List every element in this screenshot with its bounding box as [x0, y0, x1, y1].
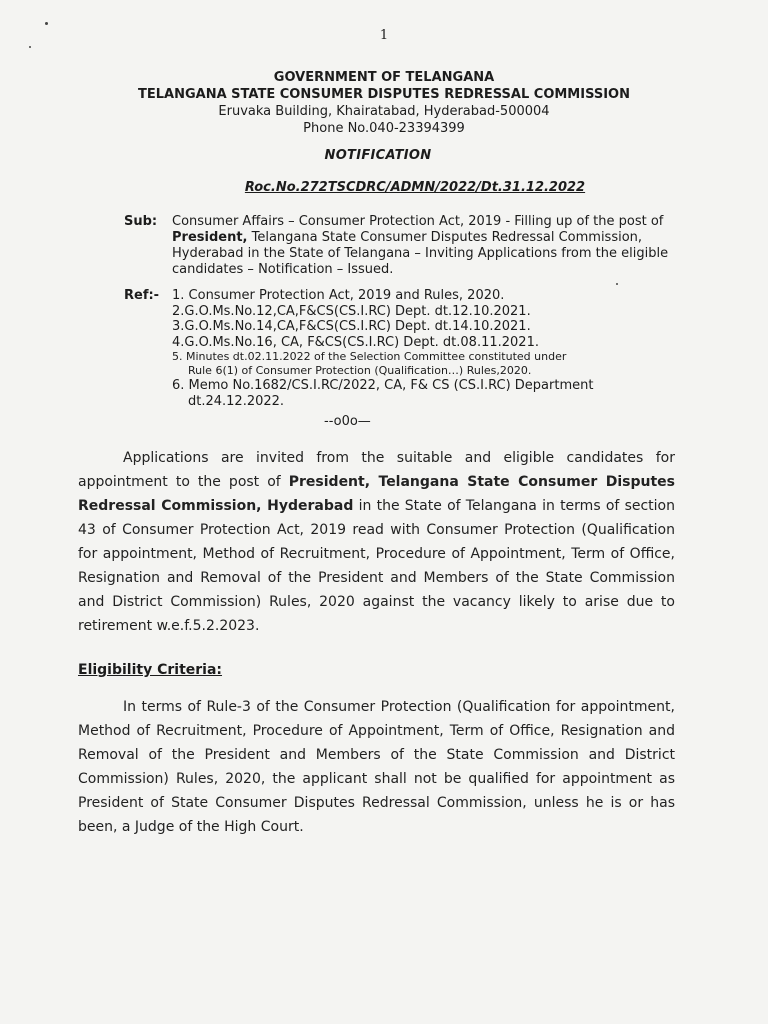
- scan-speck: [616, 283, 618, 285]
- subject-block: [124, 214, 684, 278]
- page-number: 1: [379, 28, 389, 43]
- subject-text: [172, 214, 684, 278]
- scan-speck: [29, 46, 31, 48]
- subject-label: Sub:: [124, 214, 158, 229]
- paragraph-text: in the State of Telangana in terms of section 43 of Consumer Protection Act, 2019 read with Consumer Protection (Qualification for appointment, Method of Recruitment, Procedure of Appointment, Term of Office, Resignation and Removal of the President and Members of the State Commission and District Commission) Rules, 2020 against the vacancy likely to arise due to retirement w.e.f.5.2.2023.: [78, 498, 675, 634]
- reference-item: 1. Consumer Protection Act, 2019 and Rules, 2020.: [172, 288, 505, 303]
- letterhead: [0, 69, 768, 137]
- reference-item: Rule 6(1) of Consumer Protection (Qualification…) Rules,2020.: [188, 364, 532, 377]
- subject-bold: President,: [172, 230, 248, 245]
- commission-name: TELANGANA STATE CONSUMER DISPUTES REDRESSAL COMMISSION: [138, 87, 630, 102]
- notification-title: NOTIFICATION: [324, 148, 432, 163]
- scan-speck: [45, 22, 48, 25]
- section-divider: --o0o—: [324, 414, 371, 429]
- paragraph-text: In terms of Rule-3 of the Consumer Protection (Qualification for appointment, Method of Recruitment, Procedure of Appointment, Term of Office, Resignation and Removal of the President and Members of the State Commission and District Commission) Rules, 2020, the applicant shall not be qualified for appointment as President of State Consumer Disputes Redressal Commission, unless he is or has been, a Judge of the High Court.: [78, 699, 675, 835]
- paragraph-text: Applications are invited from the suitable and eligible candidates for appointment to the post of: [78, 450, 675, 490]
- reference-item: 5. Minutes dt.02.11.2022 of the Selection Committee constituted under: [172, 350, 567, 363]
- reference-item: dt.24.12.2022.: [188, 393, 285, 409]
- reference-item: 4.G.O.Ms.No.16, CA, F&CS(CS.I.RC) Dept. dt.08.11.2021.: [172, 334, 539, 350]
- subject-text-part: Telangana State Consumer Disputes Redressal Commission, Hyderabad in the State of Telangana – Inviting Applications from the eligible candidates – Notification – Issued.: [172, 230, 669, 277]
- reference-item: 6. Memo No.1682/CS.I.RC/2022, CA, F& CS (CS.I.RC) Department: [172, 378, 594, 393]
- phone-number: Phone No.040-23394399: [303, 121, 465, 136]
- references-block: [124, 288, 684, 409]
- eligibility-paragraph: [78, 695, 675, 839]
- references-label: Ref:-: [124, 288, 160, 303]
- address: Eruvaka Building, Khairatabad, Hyderabad-500004: [218, 104, 550, 119]
- reference-item: 3.G.O.Ms.No.14,CA,F&CS(CS.I.RC) Dept. dt.14.10.2021.: [172, 319, 531, 334]
- reference-item: 2.G.O.Ms.No.12,CA,F&CS(CS.I.RC) Dept. dt.12.10.2021.: [172, 303, 531, 319]
- government-name: GOVERNMENT OF TELANGANA: [273, 70, 495, 85]
- paragraph-bold: President, Telangana State Consumer Disputes Redressal Commission, Hyderabad: [78, 474, 675, 514]
- roc-number: Roc.No.272TSCDRC/ADMN/2022/Dt.31.12.2022: [244, 180, 586, 195]
- invitation-paragraph: [78, 446, 675, 638]
- eligibility-heading: Eligibility Criteria:: [78, 662, 223, 678]
- references-list: [172, 288, 684, 409]
- subject-text-part: Consumer Affairs – Consumer Protection Act, 2019 - Filling up of the post of: [172, 214, 664, 229]
